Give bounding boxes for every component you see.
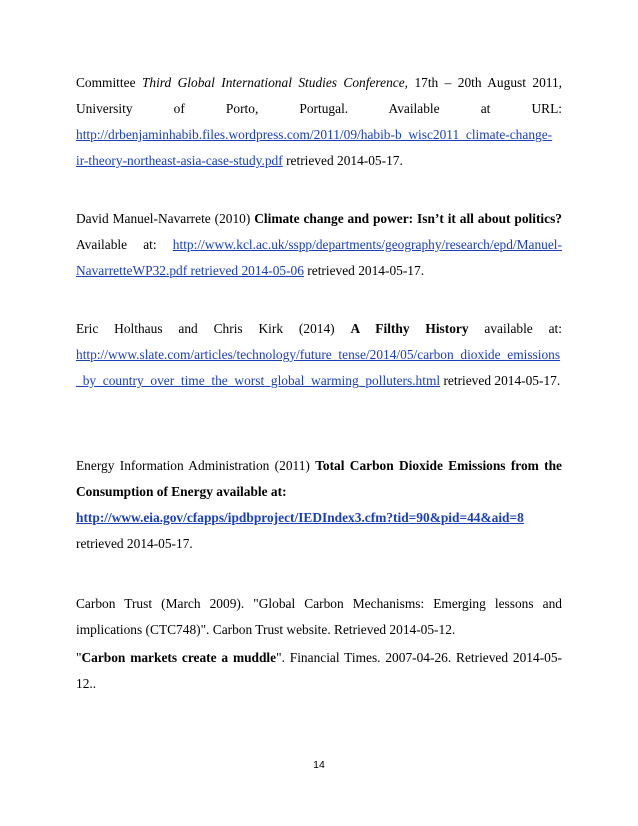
reference-entry: [76, 591, 562, 643]
reference-title: Third Global International Studies Conference: [141, 75, 405, 90]
reference-detail: , 17th – 20th August 2011, University of Porto, Portugal. Available at URL:: [76, 75, 563, 116]
reference-entry: [76, 645, 562, 697]
reference-author: Committee: [76, 75, 142, 90]
reference-title: Carbon markets create a muddle: [81, 650, 277, 665]
reference-retrieved: retrieved 2014-05-17.: [440, 373, 561, 388]
reference-title: Climate change and power: Isn’t it all about politics?: [254, 211, 563, 226]
reference-retrieved: retrieved 2014-05-17.: [76, 536, 193, 551]
reference-text: Carbon Trust (March 2009). "Global Carbon Mechanisms: Emerging lessons and implications (CTC748)". Carbon Trust website. Retrieved 2014-05-12.: [76, 596, 562, 637]
reference-entry: [76, 316, 562, 394]
page-number: 14: [313, 759, 325, 771]
reference-retrieved: retrieved 2014-05-17.: [303, 263, 425, 278]
reference-link[interactable]: http://www.eia.gov/cfapps/ipdbproject/IEDIndex3.cfm?tid=90&pid=44&aid=8: [76, 510, 524, 525]
reference-link[interactable]: http://www.slate.com/articles/technology/future_tense/2014/05/carbon_dioxide_emissions_by_country_over_time_the_worst_global_warming_polluters.html: [76, 347, 561, 388]
reference-detail: available at:: [468, 321, 563, 336]
reference-quote: ": [76, 650, 82, 665]
reference-link[interactable]: http://drbenjaminhabib.files.wordpress.com/2011/09/habib-b_wisc2011_climate-change-ir-theory-northeast-asia-case-study.pdf: [76, 127, 553, 168]
reference-link[interactable]: http://www.kcl.ac.uk/sspp/departments/geography/research/epd/Manuel-NavarretteWP32.pdf retrieved 2014-05-06: [76, 237, 562, 278]
reference-title: A Filthy History: [350, 321, 469, 336]
reference-entry: [76, 453, 562, 557]
reference-detail: ". Financial Times. 2007-04-26. Retrieved 2014-05-12..: [76, 650, 562, 691]
reference-entry: [76, 206, 562, 284]
reference-author: Eric Holthaus and Chris Kirk (2014): [76, 321, 351, 336]
reference-author: Energy Information Administration (2011): [76, 458, 316, 473]
reference-title: Total Carbon Dioxide Emissions from the Consumption of Energy available at:: [76, 458, 563, 499]
reference-author: David Manuel-Navarrete (2010): [76, 211, 255, 226]
reference-entry: [76, 70, 562, 174]
reference-detail: Available at:: [76, 237, 173, 252]
reference-retrieved: retrieved 2014-05-17.: [282, 153, 403, 168]
